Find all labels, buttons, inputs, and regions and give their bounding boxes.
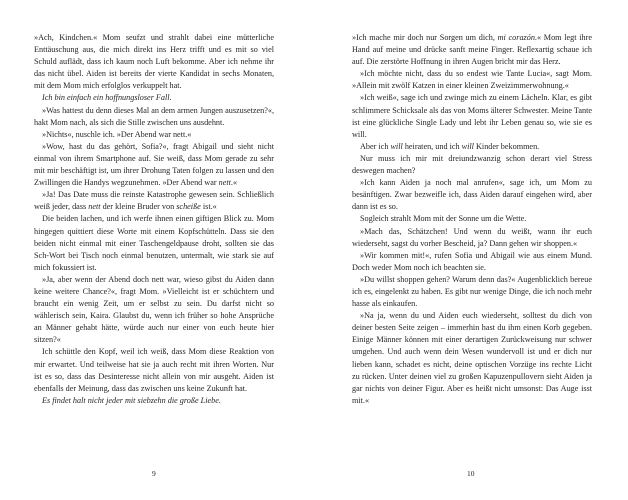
text-run: Sogleich strahlt Mom mit der Sonne um die Wette. [360,214,527,224]
italic-text: will [390,141,403,151]
text-run: »Wow, hast du das gehört, Sofia?«, fragt Abigail und sieht nicht einmal von ihrem Smartphone auf. Sie weiß, dass Mom gerade zu sehr mit mir beschäftigt ist, um ihrer Drohung Taten folgen zu lassen und den Zwillingen die Handys wegzunehmen. »Der Abend war [34,141,274,188]
paragraph [352,226,592,250]
text-run: »Na ja, wenn du und Aiden euch wiederseht, solltest du dich von deiner besten Seite zeigen – immerhin hast du ihm einen Korb gegeben. Einige Männer können mit einer derartigen Zurückweisung nur schwer umgehen. Und auch wenn dein Wesen wundervoll ist und er dich nur lieben kann, schadet es nicht, deine optischen Vorzüge ins rechte Licht zu rücken. Unter deinen viel zu großen Kapuzenpullovern sieht Aiden ja gar nichts von deiner Figur. Aber es heißt nicht umsonst: Das Auge isst mit.« [352,311,592,405]
text-run: »Mach das, Schätzchen! Und wenn du weißt, wann ihr euch wiederseht, sagst du vorher Bescheid, ja? Dann gehen wir shoppen.« [352,226,592,248]
left-page-text [34,32,274,407]
italic-text: will [461,141,474,151]
text-run: »Ich möchte nicht, dass du so endest wie Tante Lucia«, sagt Mom. »Allein mit zwölf Katzen in einer kleinen Zweizimmerwohnung.« [352,69,592,91]
text-run: »Du willst shoppen gehen? Warum denn das?« Augenblicklich bereue ich es, eingelenkt zu haben. Es gibt nur wenige Dinge, die ich noch mehr hasse als einkaufen. [352,274,592,309]
text-run: »Ach, Kindchen.« Mom seufzt und strahlt dabei eine mütterliche Enttäuschung aus, die mich direkt ins Herz trifft und es mit so viel Schuld auflädt, dass ich kaum noch Luft bekomme. Aber ich nehme ihr das nicht übel. Aiden ist bereits der vierte Kandidat in sechs Monaten, mit dem Mom mich erfolglos verkuppelt hat. [34,33,274,91]
text-run: .« [230,178,238,188]
paragraph [352,32,592,68]
paragraph [34,32,274,92]
paragraph [352,153,592,177]
paragraph [352,274,592,310]
text-run: »Was hattest du denn dieses Mal an dem armen Jungen auszusetzen?«, hakt Mom nach, als sich die Stille zwischen uns ausdehnt. [34,105,274,127]
paragraph [34,346,274,394]
paragraph [352,92,592,140]
text-run: »Ja, aber wenn der Abend doch nett war, wieso gibst du Aiden dann keine weitere Chance?«, fragt Mom. »Vielleicht ist er schüchtern und braucht ein wenig Zeit, um er selbst zu sein. Du darfst nicht so wählerisch sein, Kaira. Glaubst du, wenn ich früher so hohe Ansprüche an Männer gehabt hätte, würde auch nur einer von euch heute hier sitzen?« [34,274,274,345]
text-run: »Ich weiß«, sage ich und zwinge mich zu einem Lächeln. Klar, es gibt schlimmere Schicksale als das von Moms älterer Schwester. Meine Tante ist eine glückliche Single Lady und lebt ihr Leben genau so, wie sie es will. [352,93,592,139]
text-run: der kleine Bruder von [100,202,177,212]
italic-text: mi corazón [497,33,535,42]
left-page-number: 9 [152,469,156,478]
text-run: .« Mom legt ihre Hand auf meine und drücke sanft meine Finger. Reflexartig schaue ich auf. Die zerstörte Hoffnung in ihren Augen bricht mir das Herz. [352,33,593,67]
paragraph [34,395,274,407]
paragraph [352,213,592,225]
text-run: »Ich mache mir doch nur Sorgen um dich, [352,33,498,42]
text-run: »Ich kann Aiden ja noch mal anrufen«, sage ich, um Mom zu besänftigen. Zwar bezweifle ich, dass Aiden darauf eingehen wird, aber dann ist es so. [352,178,592,212]
right-page-number: 10 [467,469,475,478]
paragraph [34,105,274,129]
text-run: Ich schüttle den Kopf, weil ich weiß, dass Mom diese Reaktion von mir erwartet. Und teilweise hat sie ja auch recht mit ihren Worten. Nur ist es so, dass das Desinteresse nicht allein von mir ausgeht. Aiden ist ebenfalls der Meinung, dass das zwischen uns keine Zukunft hat. [34,347,274,393]
paragraph [34,141,274,189]
paragraph [352,177,592,213]
text-run: Kinder bekommen. [473,141,540,151]
text-run: heiraten, und ich [402,141,462,151]
text-run: »Wir kommen mit!«, rufen Sofia und Abigail wie aus einem Mund. Doch weder Mom noch ich beachten sie. [352,250,592,272]
paragraph [352,250,592,274]
italic-text: nett [218,178,231,188]
italic-text: scheiße [176,202,201,212]
text-run: Aber ich [360,141,391,151]
right-page-text [352,32,592,407]
paragraph [352,310,592,407]
right-page [314,0,628,500]
text-run: ist.« [200,202,217,212]
text-run: Nur muss ich mir mit dreiundzwanzig schon derart viel Stress deswegen machen? [352,153,592,176]
italic-text: Es findet halt nicht jeder mit siebzehn die große Liebe. [42,395,221,405]
italic-text: nett [88,202,101,212]
paragraph [34,129,274,141]
paragraph [34,274,274,347]
italic-text: Ich bin einfach ein hoffnungsloser Fall. [42,93,172,103]
paragraph [34,92,274,104]
paragraph [34,213,274,273]
text-run: »Nichts«, nuschle ich. »Der Abend war nett.« [42,129,192,139]
text-run: »Ja! Das Date muss die reinste Katastrophe gewesen sein. Schließlich weiß jeder, dass [34,190,274,212]
paragraph [34,189,274,213]
text-run: Die beiden lachen, und ich werfe ihnen einen giftigen Blick zu. Mom hingegen quittiert diese Worte mit einem Kopfschütteln. Dass sie den beiden nicht einmal mit einer Taschengeldpause droht, sollten sie das Sch-Wort bei Tisch noch einmal benutzen, untermalt, wie stark sie auf mich fokussiert ist. [34,214,274,272]
paragraph [352,68,592,92]
paragraph [352,141,592,153]
